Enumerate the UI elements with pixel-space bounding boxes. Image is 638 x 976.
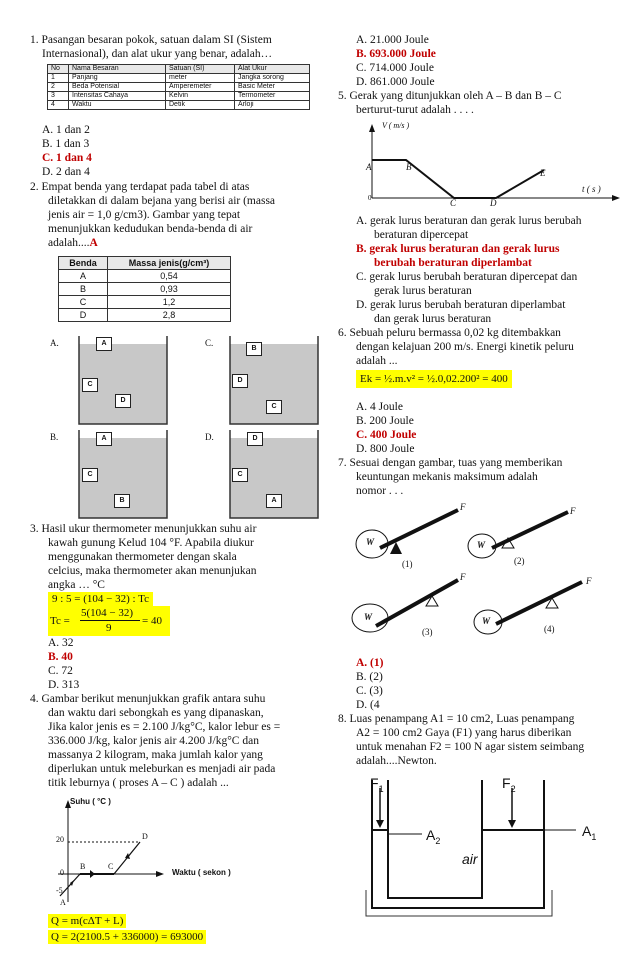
q7-force-2: F	[570, 506, 576, 516]
q1-cell: 1	[48, 74, 69, 83]
block-a: A	[96, 432, 112, 446]
beaker-a	[77, 334, 172, 426]
q3-equation-1: 9 : 5 = (104 − 32) : Tc	[48, 592, 153, 606]
q7-force-1: F	[460, 502, 466, 512]
q4-graph-xlabel: Waktu ( sekon )	[172, 868, 231, 877]
q4-line-3: Jika kalor jenis es = 2.100 J/kg°C, kalor lebur es =	[48, 721, 281, 733]
q2-line-2: diletakkan di dalam bejana yang berisi air (massa	[48, 195, 276, 207]
beaker-b	[77, 428, 172, 520]
q6-option-a: A. 4 Joule	[356, 401, 403, 413]
q6-option-c-answer: C. 400 Joule	[356, 429, 417, 441]
q5-point-e: E	[540, 168, 546, 178]
q4-option-d: D. 861.000 Joule	[356, 76, 435, 88]
q7-option-b: B. (2)	[356, 671, 383, 683]
q4-point-a: A	[60, 898, 66, 907]
q6-equation: Ek = ½.m.v² = ½.0,02.200² = 400	[356, 370, 512, 388]
q1-cell: 2	[48, 83, 69, 92]
q4-line-4: 336.000 J/kg, kalor jenis air 4.200 J/kg°C dan	[48, 735, 259, 747]
q7-option-c: C. (3)	[356, 685, 383, 697]
q1-cell: Beda Potensial	[69, 83, 166, 92]
q4-graph	[50, 798, 240, 910]
q1-option-d: D. 2 dan 4	[42, 166, 90, 178]
q3-equation-2	[48, 606, 170, 636]
beaker-c	[228, 334, 323, 426]
q3-option-d: D. 313	[48, 679, 80, 691]
panel-label-d: D.	[205, 432, 214, 442]
q1-line-1: 1. Pasangan besaran pokok, satuan dalam SI (Sistem	[30, 34, 272, 46]
q8-line-4: adalah....Newton.	[356, 755, 437, 767]
q1-cell: Jangka sorong	[235, 74, 310, 83]
q4-line-2: dan waktu dari sebongkah es yang dipanaskan,	[48, 707, 264, 719]
q1-th: Nama Besaran	[69, 65, 166, 74]
q5-tick-0: 0	[368, 194, 372, 202]
q7-line-1: 7. Sesuai dengan gambar, tuas yang memberikan	[338, 457, 563, 469]
q1-cell: Waktu	[69, 101, 166, 110]
q7-line-2: keuntungan mekanis maksimum adalah	[356, 471, 538, 483]
q5-line-2: berturut-turut adalah . . . .	[356, 104, 474, 116]
q2-table	[58, 256, 231, 322]
q1-cell: 3	[48, 92, 69, 101]
q2-cell: C	[59, 296, 108, 309]
q8-a1-sub: 1	[591, 831, 597, 842]
q6-line-1: 6. Sebuah peluru bermassa 0,02 kg ditembakkan	[338, 327, 561, 339]
q5-point-d: D	[490, 198, 497, 208]
panel-label-b: B.	[50, 432, 59, 442]
q8-fluid-label: air	[462, 851, 478, 867]
q4-line-5: massanya 2 kilogram, maka jumlah kalor yang	[48, 749, 263, 761]
q2-line-3: jenis air = 1,0 g/cm3). Gambar yang tepat	[48, 209, 241, 221]
q2-cell: B	[59, 283, 108, 296]
q5-option-a-2: beraturan dipercepat	[374, 229, 469, 241]
q4-tick-minus5: -5	[56, 886, 63, 895]
q2-cell: 2,8	[108, 309, 231, 322]
q6-option-d: D. 800 Joule	[356, 443, 415, 455]
q5-option-b-answer-1: B. gerak lurus beraturan dan gerak lurus	[356, 243, 560, 255]
q4-option-a: A. 21.000 Joule	[356, 34, 429, 46]
q1-cell: Panjang	[69, 74, 166, 83]
q5-graph-xlabel: t ( s )	[582, 184, 601, 194]
q7-label-2: (2)	[514, 556, 525, 566]
q3-eq2-right: = 40	[142, 615, 162, 627]
q5-option-d-1: D. gerak lurus berubah beraturan diperlambat	[356, 299, 566, 311]
q7-label-4: (4)	[544, 624, 555, 634]
q4-graph-ylabel: Suhu ( °C )	[70, 797, 111, 806]
q3-line-3: menggunakan thermometer dengan skala	[48, 551, 237, 563]
block-d: D	[115, 394, 131, 408]
q6-line-3: adalah ...	[356, 355, 398, 367]
q1-th: Alat Ukur	[235, 65, 310, 74]
block-a: A	[266, 494, 282, 508]
q8-f1-sub: 1	[378, 783, 384, 794]
q2-cell: 0,93	[108, 283, 231, 296]
q3-option-c: C. 72	[48, 665, 73, 677]
q4-equation-2: Q = 2(2100.5 + 336000) = 693000	[48, 930, 206, 944]
q1-cell: Termometer	[235, 92, 310, 101]
q4-point-d: D	[142, 832, 148, 841]
q8-a1: A	[582, 823, 592, 839]
q1-table	[47, 64, 310, 110]
q5-option-b-answer-2: berubah beraturan diperlambat	[374, 257, 532, 269]
q3-line-2: kawah gunung Kelud 104 °F. Apabila diukur	[48, 537, 254, 549]
q5-option-a-1: A. gerak lurus beraturan dan gerak lurus berubah	[356, 215, 582, 227]
q5-option-c-1: C. gerak lurus berubah beraturan dipercepat dan	[356, 271, 578, 283]
q2-cell: D	[59, 309, 108, 322]
q2-line-5	[48, 236, 98, 251]
q1-th: No	[48, 65, 69, 74]
q1-option-a: A. 1 dan 2	[42, 124, 90, 136]
q1-line-2: Internasional), dan alat ukur yang benar, adalah…	[42, 48, 273, 60]
q1-option-b: B. 1 dan 3	[42, 138, 90, 150]
q2-answer: A	[89, 237, 98, 249]
q1-cell: Intensitas Cahaya	[69, 92, 166, 101]
q7-option-a-answer: A. (1)	[356, 657, 384, 669]
q1-cell: Basic Meter	[235, 83, 310, 92]
q3-line-1: 3. Hasil ukur thermometer menunjukkan suhu air	[30, 523, 257, 535]
q8-line-1: 8. Luas penampang A1 = 10 cm2, Luas penampang	[338, 713, 575, 725]
q7-force-4: F	[586, 576, 592, 586]
q8-f2: F	[502, 775, 511, 791]
q1-cell: Kelvin	[166, 92, 235, 101]
q8-f1-label	[370, 774, 384, 795]
q5-point-a: A	[366, 162, 372, 172]
q2-cell: 1,2	[108, 296, 231, 309]
q7-lever-figure	[350, 500, 610, 650]
q4-tick-20: 20	[56, 835, 64, 844]
q4-option-b-answer: B. 693.000 Joule	[356, 48, 436, 60]
panel-label-c: C.	[205, 338, 214, 348]
q1-cell: Detik	[166, 101, 235, 110]
block-c: C	[266, 400, 282, 414]
q5-graph-ylabel: V ( m/s )	[382, 121, 410, 130]
q4-line-6: diperlukan untuk meleburkan es menjadi air pada	[48, 763, 276, 775]
q3-line-5: angka … °C	[48, 579, 105, 591]
q1-cell: 4	[48, 101, 69, 110]
q7-weight-2: W	[477, 540, 486, 550]
block-b: B	[114, 494, 130, 508]
q3-option-b-answer: B. 40	[48, 651, 73, 663]
q2-last-line: adalah....	[48, 237, 90, 249]
q5-point-b: B	[406, 162, 412, 172]
q1-th: Satuan (SI)	[166, 65, 235, 74]
q2-line-1: 2. Empat benda yang terdapat pada tabel di atas	[30, 181, 250, 193]
q4-point-c: C	[108, 862, 114, 871]
q3-eq2-left: Tc =	[50, 615, 70, 627]
q5-line-1: 5. Gerak yang ditunjukkan oleh A – B dan B – C	[338, 90, 562, 102]
q8-a1-label	[582, 822, 596, 843]
q6-line-2: dengan kelajuan 200 m/s. Energi kinetik peluru	[356, 341, 574, 353]
q4-point-b: B	[80, 862, 86, 871]
q8-hydraulic-figure	[362, 772, 602, 922]
block-d: D	[247, 432, 263, 446]
q6-option-b: B. 200 Joule	[356, 415, 414, 427]
q7-label-1: (1)	[402, 559, 413, 569]
q4-tick-0: 0	[60, 868, 64, 877]
q4-line-1: 4. Gambar berikut menunjukkan grafik antara suhu	[30, 693, 266, 705]
block-c: C	[82, 378, 98, 392]
q4-option-c: C. 714.000 Joule	[356, 62, 434, 74]
q3-option-a: A. 32	[48, 637, 74, 649]
q3-eq2-numerator: 5(104 − 32)	[81, 607, 134, 619]
q8-a2-sub: 2	[435, 835, 441, 846]
q3-line-4: celcius, maka thermometer akan menunjukan	[48, 565, 257, 577]
q8-line-3: untuk menahan F2 = 100 N agar sistem seimbang	[356, 741, 585, 753]
q2-cell: 0,54	[108, 270, 231, 283]
q7-weight-1: W	[366, 537, 375, 547]
block-a: A	[96, 337, 112, 351]
q1-cell: Amperemeter	[166, 83, 235, 92]
q2-line-4: menunjukkan kedudukan benda-benda di air	[48, 223, 253, 235]
q2-cell: A	[59, 270, 108, 283]
q7-force-3: F	[460, 572, 466, 582]
q2-th: Massa jenis(g/cm³)	[108, 257, 231, 270]
q1-cell: Arloji	[235, 101, 310, 110]
q3-eq2-denominator: 9	[106, 622, 112, 634]
q1-option-c-answer: C. 1 dan 4	[42, 152, 92, 164]
q7-option-d: D. (4	[356, 699, 380, 711]
q4-equation-1: Q = m(cΔT + L)	[48, 914, 126, 928]
q7-weight-3: W	[364, 612, 373, 622]
panel-label-a: A.	[50, 338, 59, 348]
q7-line-3: nomor . . .	[356, 485, 404, 497]
block-c: C	[82, 468, 98, 482]
q8-line-2: A2 = 100 cm2 Gaya (F1) yang harus diberikan	[356, 727, 572, 739]
q7-label-3: (3)	[422, 627, 433, 637]
q8-f2-sub: 2	[510, 783, 516, 794]
q7-weight-4: W	[482, 616, 491, 626]
q2-th: Benda	[59, 257, 108, 270]
q5-point-c: C	[450, 198, 457, 208]
block-c: C	[232, 468, 248, 482]
q5-option-c-2: gerak lurus beraturan	[374, 285, 472, 297]
block-b: B	[246, 342, 262, 356]
block-d: D	[232, 374, 248, 388]
q8-a2: A	[426, 827, 436, 843]
q8-f1: F	[370, 775, 379, 791]
q8-f2-label	[502, 774, 516, 795]
q8-a2-label	[426, 826, 440, 847]
q4-line-7: titik leburnya ( proses A – C ) adalah ...	[48, 777, 229, 789]
beaker-d	[228, 428, 323, 520]
q1-cell: meter	[166, 74, 235, 83]
q5-option-d-2: dan gerak lurus beraturan	[374, 313, 492, 325]
